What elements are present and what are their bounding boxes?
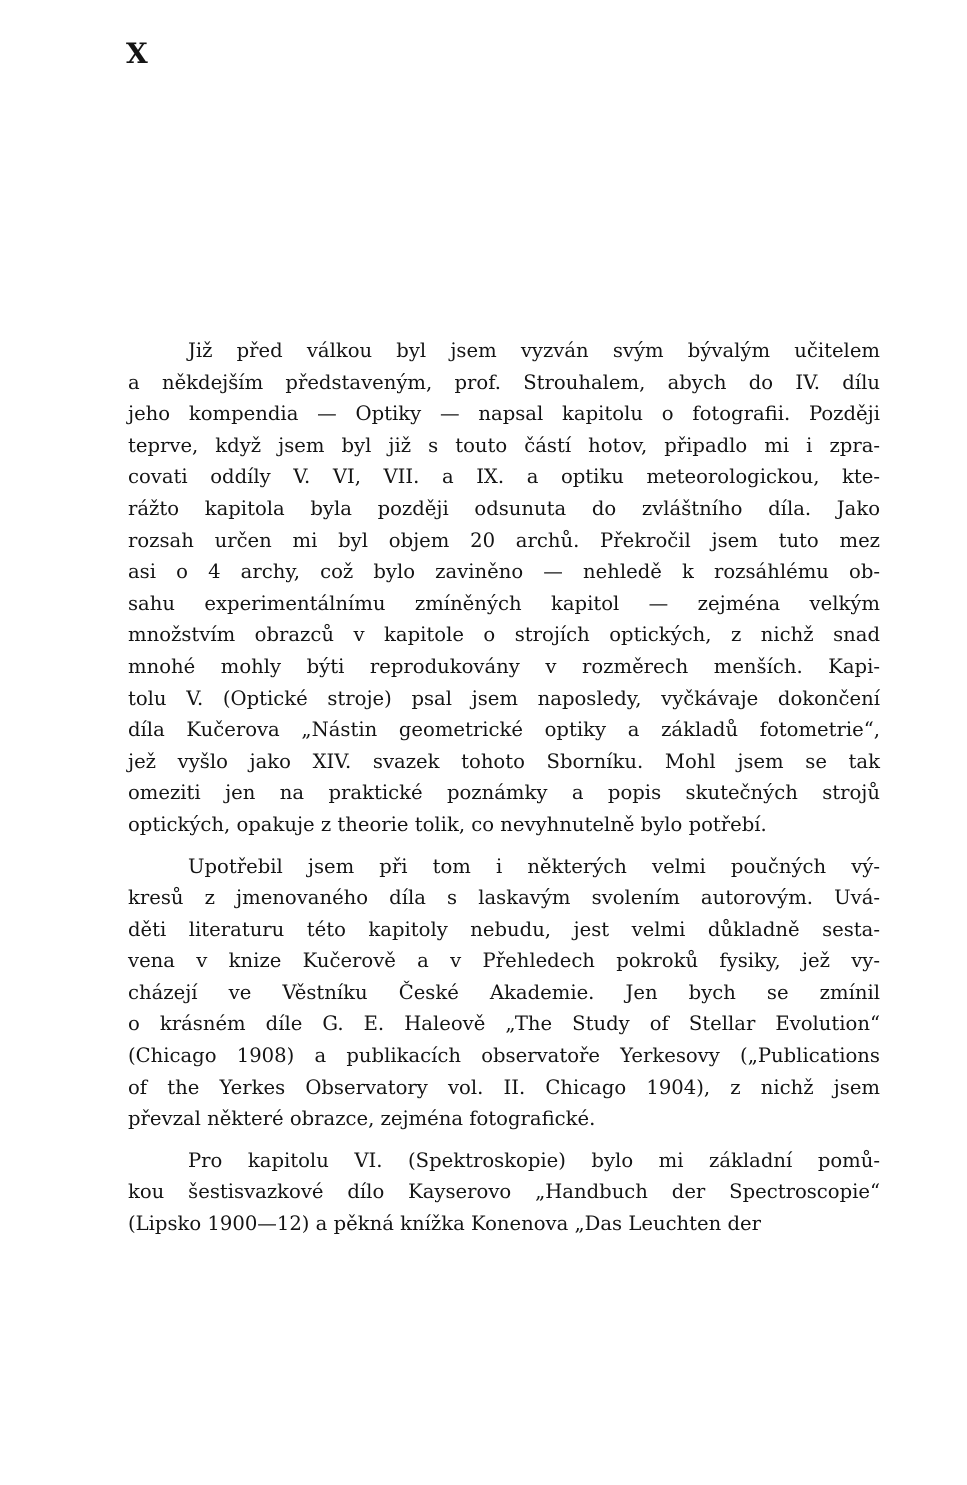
text-line: Pro kapitolu VI. (Spektroskopie) bylo mi základní pomů- — [188, 1148, 880, 1172]
text-line: kou šestisvazkové dílo Kayserovo „Handbuch der Spectroscopie“ — [128, 1180, 880, 1204]
paragraph — [128, 1145, 880, 1240]
paragraph-gap — [128, 841, 880, 851]
text-line: vena v knize Kučerově a v Přehledech pokroků fysiky, jež vy- — [128, 949, 880, 973]
paragraph — [128, 335, 880, 841]
text-line: rozsah určen mi byl objem 20 archů. Překročil jsem tuto mez — [128, 528, 880, 552]
text-line: omeziti jen na praktické poznámky a popis skutečných strojů — [128, 781, 880, 805]
text-line: of the Yerkes Observatory vol. II. Chicago 1904), z nichž jsem — [128, 1075, 880, 1099]
page-number: X — [126, 37, 148, 70]
text-line: jeho kompendia — Optiky — napsal kapitolu o fotografii. Později — [128, 402, 880, 426]
text-line: cházejí ve Věstníku České Akademie. Jen bych se zmínil — [128, 980, 880, 1004]
text-line: děti literaturu této kapitoly nebudu, jest velmi důkladně sesta- — [128, 917, 880, 941]
text-line: teprve, když jsem byl již s touto částí hotov, připadlo mi i zpra- — [128, 433, 880, 457]
text-line: mnohé mohly býti reprodukovány v rozměrech menších. Kapi- — [128, 654, 880, 678]
text-line: převzal některé obrazce, zejména fotografické. — [128, 1107, 596, 1131]
text-line: o krásném díle G. E. Haleově „The Study of Stellar Evolution“ — [128, 1012, 880, 1036]
text-line: tolu V. (Optické stroje) psal jsem naposledy, vyčkávaje dokončení — [128, 686, 880, 710]
text-line: kresů z jmenovaného díla s laskavým svolením autorovým. Uvá- — [128, 886, 880, 910]
text-line: díla Kučerova „Nástin geometrické optiky a základů fotometrie“, — [128, 718, 880, 742]
text-line: jež vyšlo jako XIV. svazek tohoto Sborníku. Mohl jsem se tak — [128, 749, 880, 773]
text-line: a někdejším představeným, prof. Strouhalem, abych do IV. dílu — [128, 370, 880, 394]
body-text — [128, 335, 880, 1240]
text-line: asi o 4 archy, což bylo zaviněno — nehledě k rozsáhlému ob- — [128, 560, 880, 584]
text-line: Upotřebil jsem při tom i některých velmi poučných vý- — [188, 854, 880, 878]
text-line: covati oddíly V. VI, VII. a IX. a optiku meteorologickou, kte- — [128, 465, 880, 489]
text-line: Již před válkou byl jsem vyzván svým bývalým učitelem — [188, 339, 880, 362]
text-line: rážto kapitola byla později odsunuta do zvláštního díla. Jako — [128, 496, 880, 520]
text-line: množstvím obrazců v kapitole o strojích optických, z nichž snad — [128, 623, 880, 647]
text-line: sahu experimentálnímu zmíněných kapitol — zejména velkým — [128, 591, 880, 615]
paragraph-gap — [128, 1135, 880, 1145]
text-line: (Chicago 1908) a publikacích observatoře Yerkesovy („Publications — [128, 1044, 880, 1068]
paragraph — [128, 851, 880, 1135]
text-line: (Lipsko 1900—12) a pěkná knížka Konenova „Das Leuchten der — [128, 1212, 761, 1236]
text-line: optických, opakuje z theorie tolik, co nevyhnutelně bylo potřebí. — [128, 812, 767, 836]
